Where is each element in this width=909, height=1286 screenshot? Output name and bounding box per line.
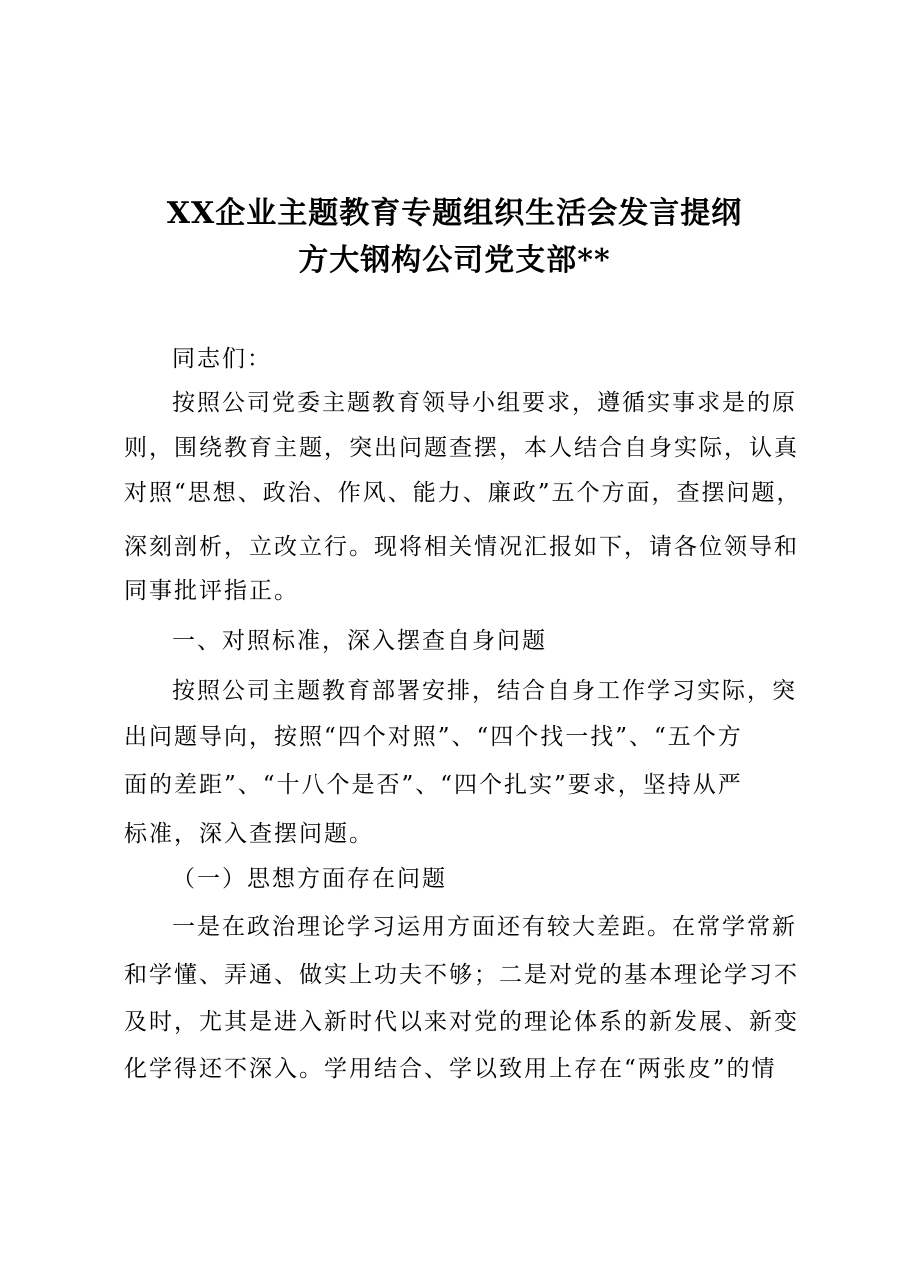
salutation: 同志们： <box>172 346 272 372</box>
paragraph-line: 深刻剖析，立改立行。现将相关情况汇报如下，请各位领导和 <box>124 534 799 560</box>
paragraph-line: 标准，深入查摆问题。 <box>124 821 374 847</box>
paragraph-line: 和学懂、弄通、做实上功夫不够；二是对党的基本理论学习不 <box>124 962 799 988</box>
subsection-heading: （一）思想方面存在问题 <box>172 866 447 892</box>
paragraph-line: 则，围绕教育主题，突出问题查摆，本人结合自身实际，认真 <box>124 435 799 461</box>
document-title: XX企业主题教育专题组织生活会发言提纲 <box>166 196 743 231</box>
paragraph-line: 化学得还不深入。学用结合、学以致用上存在“两张皮”的情 <box>124 1056 777 1082</box>
paragraph-line: 一是在政治理论学习运用方面还有较大差距。在常学常新 <box>172 914 797 940</box>
paragraph-line: 同事批评指正。 <box>124 578 299 604</box>
paragraph-line: 对照“思想、政治、作风、能力、廉政”五个方面，查摆问题， <box>124 480 802 506</box>
document-subtitle: 方大钢构公司党支部** <box>298 243 611 278</box>
paragraph-line: 出问题导向，按照“四个对照”、“四个找一找”、“五个方 <box>124 724 743 750</box>
section-heading: 一、对照标准，深入摆查自身问题 <box>172 628 547 654</box>
paragraph-line: 按照公司党委主题教育领导小组要求，遵循实事求是的原 <box>172 390 797 416</box>
paragraph-line: 及时，尤其是进入新时代以来对党的理论体系的新发展、新变 <box>124 1009 799 1035</box>
paragraph-line: 面的差距”、“十八个是否”、“四个扎实”要求，坚持从严 <box>124 772 743 798</box>
paragraph-line: 按照公司主题教育部署安排，结合自身工作学习实际，突 <box>172 678 797 704</box>
